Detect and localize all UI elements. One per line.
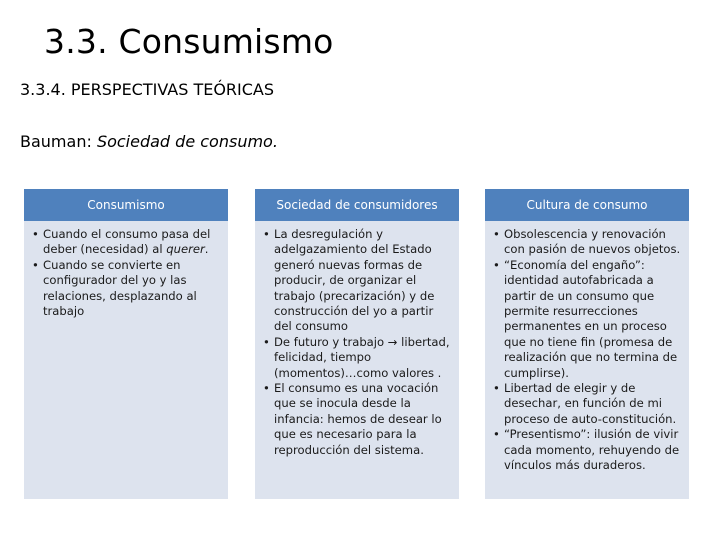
section-heading: 3.3.4. PERSPECTIVAS TEÓRICAS xyxy=(20,80,275,99)
column-header: Consumismo xyxy=(24,189,228,221)
bullet-item xyxy=(491,381,683,427)
bullet-emphasis: querer xyxy=(166,242,205,257)
bullet-list xyxy=(30,227,222,319)
bullet-text: La desregulación y adelgazamiento del Estado generó nuevas formas de producir, de organizar el trabajo (precarización) y de construcción del yo a partir del consumo xyxy=(274,227,435,334)
bullet-item xyxy=(261,381,453,458)
bullet-text: El consumo es una vocación que se inocula desde la infancia: hemos de desear lo que es necesario para la reproducción del sistema. xyxy=(274,381,442,457)
bullet-text: De futuro y trabajo → libertad, felicidad, tiempo (momentos)…como valores . xyxy=(274,334,450,380)
column-sociedad-de-consumidores xyxy=(255,189,459,499)
author-work: Sociedad de consumo. xyxy=(96,132,278,151)
author-line xyxy=(20,132,278,151)
bullet-item xyxy=(261,335,453,381)
bullet-tail: . xyxy=(204,242,209,257)
bullet-text: Cuando el consumo pasa del deber (necesidad) al xyxy=(43,227,211,257)
bullet-item xyxy=(491,258,683,381)
bullet-item xyxy=(491,427,683,473)
bullet-text: Cuando se convierte en configurador del yo y las relaciones, desplazando al trabajo xyxy=(43,257,197,319)
bullet-item xyxy=(491,227,683,258)
slide-title: 3.3. Consumismo xyxy=(44,22,334,61)
bullet-list xyxy=(261,227,453,458)
column-cultura-de-consumo xyxy=(485,189,689,499)
bullet-item xyxy=(30,258,222,320)
bullet-text: Libertad de elegir y de desechar, en función de mi proceso de auto-constitución. xyxy=(504,381,677,426)
bullet-item xyxy=(261,227,453,335)
bullet-text: “Presentismo”: ilusión de vivir cada momento, rehuyendo de vínculos más duraderos. xyxy=(504,427,680,473)
column-body xyxy=(255,221,459,499)
column-header: Sociedad de consumidores xyxy=(255,189,459,221)
column-body xyxy=(24,221,228,499)
bullet-text: “Economía del engaño”: identidad autofabricada a partir de un consumo que permite resurrecciones permanentes en un proceso que no tiene fin (promesa de realización que no termina de cumplirse). xyxy=(504,257,678,380)
bullet-text: Obsolescencia y renovación con pasión de nuevos objetos. xyxy=(504,227,681,257)
column-header: Cultura de consumo xyxy=(485,189,689,221)
author-name: Bauman: xyxy=(20,132,92,151)
column-consumismo xyxy=(24,189,228,499)
column-body xyxy=(485,221,689,499)
bullet-list xyxy=(491,227,683,474)
bullet-item xyxy=(30,227,222,258)
